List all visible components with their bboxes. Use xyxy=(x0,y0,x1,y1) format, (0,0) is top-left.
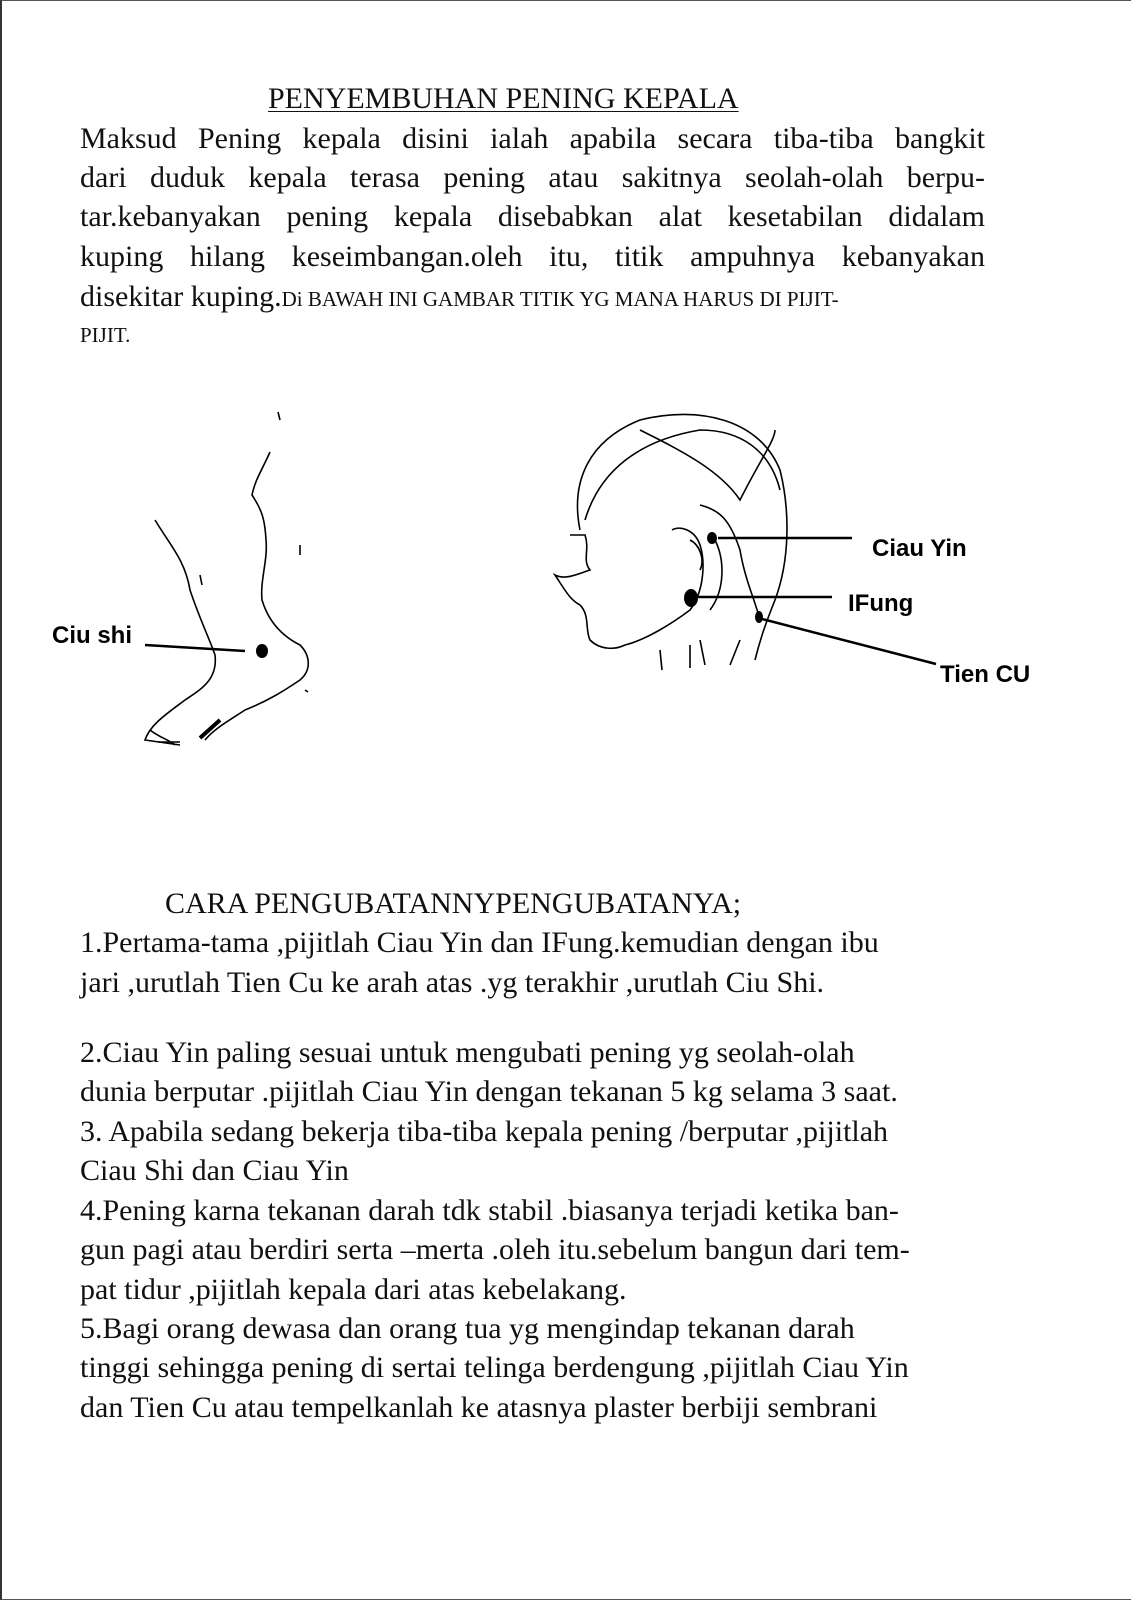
step-line: jari ,urutlah Tien Cu ke arah atas .yg terakhir ,urutlah Ciu Shi. xyxy=(80,966,825,999)
ciau-yin-point xyxy=(707,532,717,544)
step-line: 5.Bagi orang dewasa dan orang tua yg mengindap tekanan darah xyxy=(80,1312,855,1345)
label-ciau-yin: Ciau Yin xyxy=(872,535,967,562)
ifung-point xyxy=(684,589,698,607)
head-drawing xyxy=(555,414,787,670)
label-ifung: IFung xyxy=(848,590,914,617)
intro-line: dari duduk kepala terasa pening atau sakitnya seolah-olah berpu- xyxy=(80,161,985,194)
treatment-title: CARA PENGUBATANNYPENGUBATANYA; xyxy=(165,887,742,920)
step-line: 1.Pertama-tama ,pijitlah Ciau Yin dan IFung.kemudian dengan ibu xyxy=(80,926,879,959)
document-title: PENYEMBUHAN PENING KEPALA xyxy=(268,82,739,115)
foot-drawing xyxy=(145,412,308,745)
step-line: gun pagi atau berdiri serta –merta .oleh itu.sebelum bangun dari tem- xyxy=(80,1233,910,1266)
label-tien-cu: Tien CU xyxy=(940,661,1031,688)
tien-cu-point xyxy=(755,611,763,623)
intro-small: Di BAWAH INI GAMBAR TITIK YG MANA HARUS DI PIJIT- xyxy=(281,287,839,311)
step-line: Ciau Shi dan Ciau Yin xyxy=(80,1154,349,1187)
ciu-shi-point xyxy=(256,644,268,658)
step-line: pat tidur ,pijitlah kepala dari atas kebelakang. xyxy=(80,1273,627,1306)
intro-small-2: PIJIT. xyxy=(80,323,131,347)
step-line: 2.Ciau Yin paling sesuai untuk mengubati pening yg seolah-olah xyxy=(80,1036,855,1069)
label-ciu-shi: Ciu shi xyxy=(52,622,133,649)
intro-last: disekitar kuping. xyxy=(80,280,282,313)
intro-line: Maksud Pening kepala disini ialah apabila secara tiba-tiba bangkit xyxy=(80,122,985,155)
intro-line: tar.kebanyakan pening kepala disebabkan alat kesetabilan didalam xyxy=(80,200,985,233)
step-line: 3. Apabila sedang bekerja tiba-tiba kepala pening /berputar ,pijitlah xyxy=(80,1115,889,1148)
step-line: tinggi sehingga pening di sertai telinga berdengung ,pijitlah Ciau Yin xyxy=(80,1351,909,1384)
intro-line: kuping hilang keseimbangan.oleh itu, titik ampuhnya kebanyakan xyxy=(80,240,985,273)
step-line: dan Tien Cu atau tempelkanlah ke atasnya plaster berbiji sembrani xyxy=(80,1391,878,1424)
step-line: dunia berputar .pijitlah Ciau Yin dengan tekanan 5 kg selama 3 saat. xyxy=(80,1075,898,1108)
step-line: 4.Pening karna tekanan darah tdk stabil .biasanya terjadi ketika ban- xyxy=(80,1194,899,1227)
